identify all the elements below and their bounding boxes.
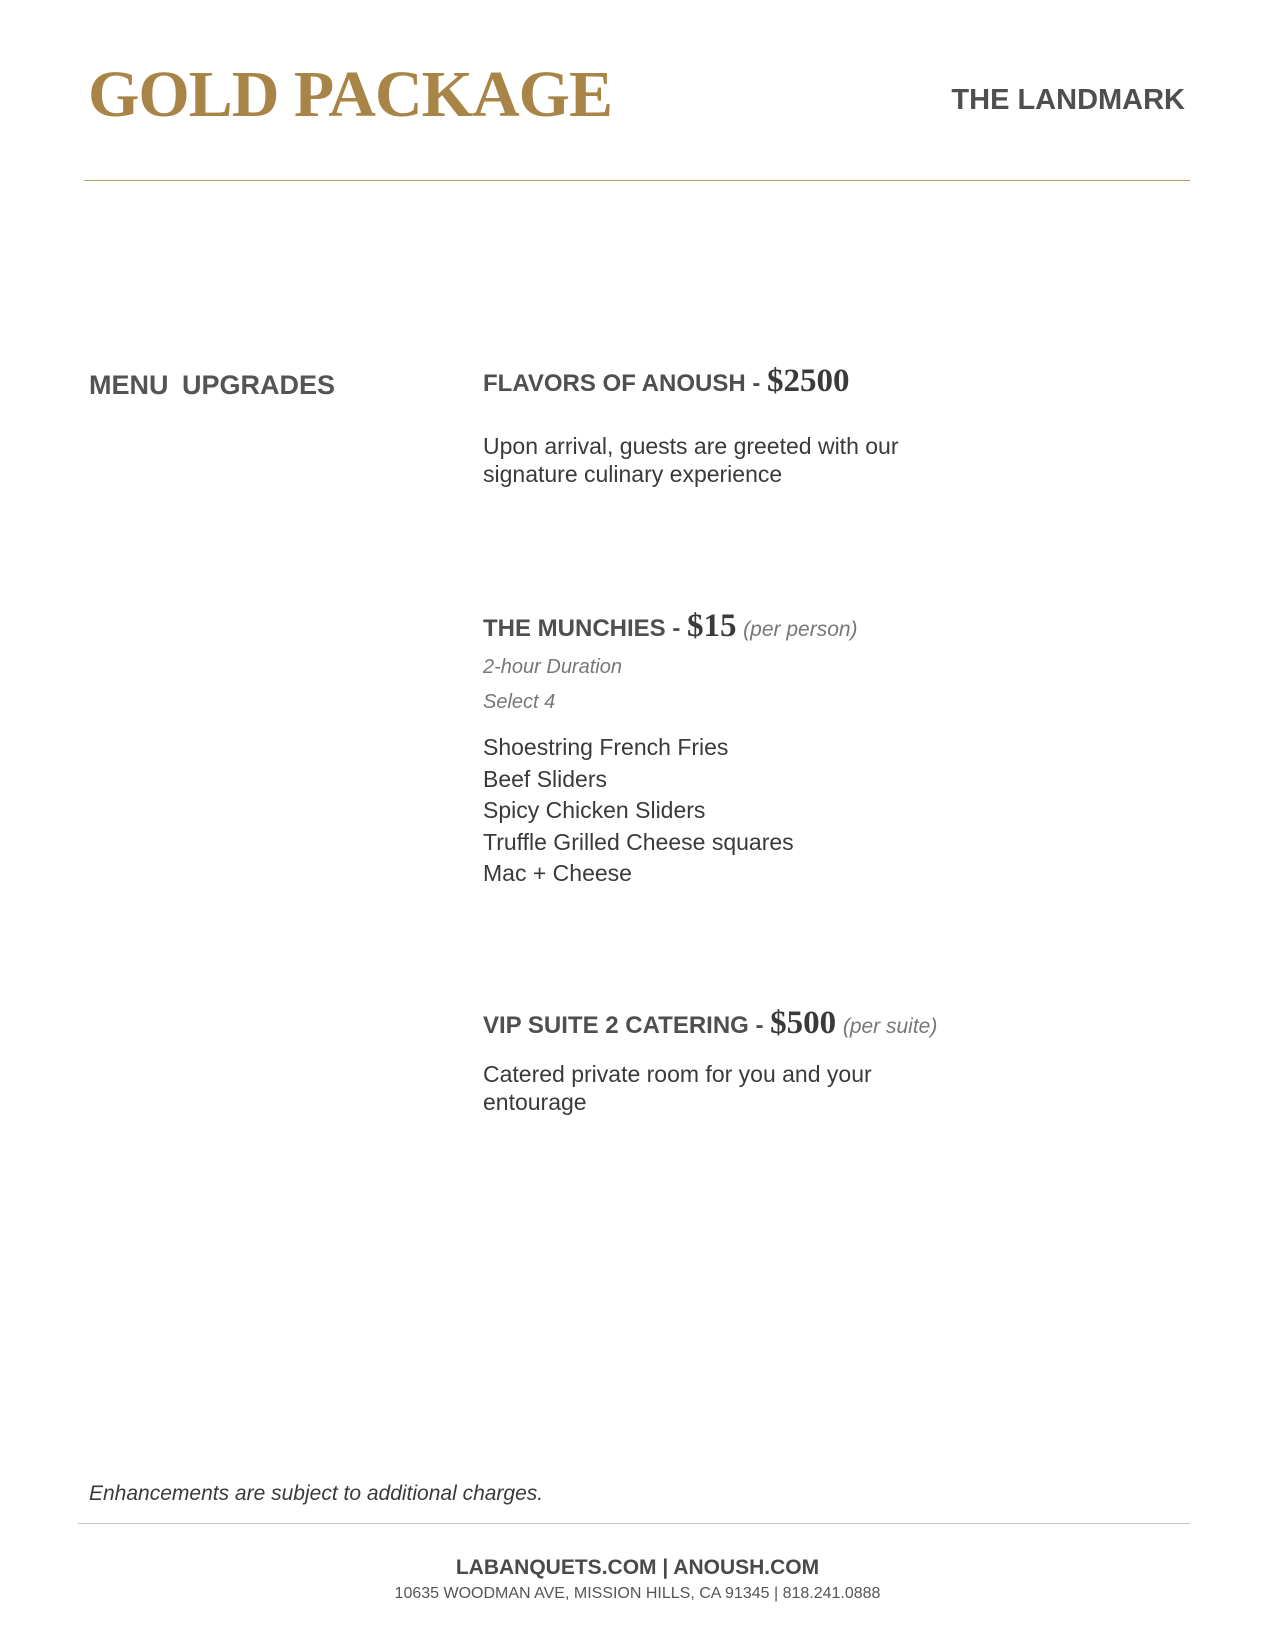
footer-links: LABANQUETS.COM | ANOUSH.COM xyxy=(455,1556,820,1579)
item-unit: (per person) xyxy=(743,618,858,641)
item-description: Catered private room for you and your entourage xyxy=(483,1061,872,1115)
item-name: VIP SUITE 2 CATERING - xyxy=(483,1012,771,1039)
section-label: MENU UPGRADES xyxy=(89,370,336,400)
disclaimer: Enhancements are subject to additional charges. xyxy=(89,1482,544,1505)
item-title xyxy=(483,610,1003,643)
item-name: THE MUNCHIES - xyxy=(483,615,687,642)
list-item: Truffle Grilled Cheese squares xyxy=(483,828,794,855)
menu-item-the-munchies xyxy=(483,610,1003,890)
item-title xyxy=(483,1007,1003,1040)
list-item: Spicy Chicken Sliders xyxy=(483,797,706,823)
item-title xyxy=(483,365,1003,398)
item-price: $500 xyxy=(770,1005,837,1041)
item-unit: (per suite) xyxy=(842,1015,938,1038)
item-price: $2500 xyxy=(767,363,850,399)
header-divider xyxy=(84,180,1190,181)
menu-item-flavors-of-anoush xyxy=(483,365,1003,488)
page-title: GOLD PACKAGE xyxy=(88,58,612,131)
venue-name: THE LANDMARK xyxy=(951,84,1185,116)
footer-divider xyxy=(78,1523,1190,1524)
menu-item-vip-suite-catering xyxy=(483,1007,1003,1116)
list-item: Beef Sliders xyxy=(483,765,608,792)
list-item: Shoestring French Fries xyxy=(483,734,729,760)
item-name: FLAVORS OF ANOUSH - xyxy=(483,370,767,397)
item-options-list xyxy=(483,732,1003,890)
footer-address: 10635 WOODMAN AVE, MISSION HILLS, CA 91345 | 818.241.0888 xyxy=(394,1585,881,1602)
list-item: Mac + Cheese xyxy=(483,860,632,886)
item-price: $15 xyxy=(687,608,737,644)
item-duration: 2-hour Duration xyxy=(483,656,622,678)
item-description: Upon arrival, guests are greeted with our signature culinary experience xyxy=(483,433,899,487)
item-select-count: Select 4 xyxy=(483,691,556,713)
